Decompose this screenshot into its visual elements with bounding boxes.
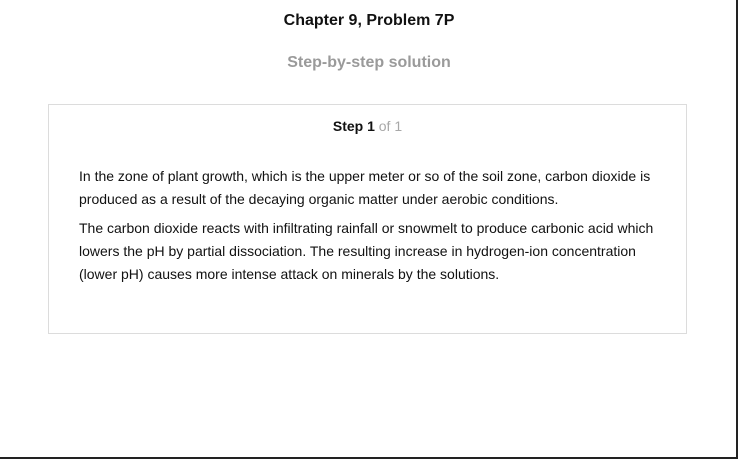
solution-subtitle: Step-by-step solution [287, 54, 451, 71]
step-header [49, 118, 686, 134]
step-count: of 1 [378, 118, 403, 134]
step-body [79, 165, 669, 292]
step-label: Step 1 [332, 118, 375, 134]
page-title: Chapter 9, Problem 7P [283, 12, 455, 29]
step-paragraph: In the zone of plant growth, which is the upper meter or so of the soil zone, carbon dioxide is produced as a result of the decaying organic matter under aerobic conditions. [79, 168, 651, 207]
step-card [48, 104, 687, 334]
step-paragraph: The carbon dioxide reacts with infiltrating rainfall or snowmelt to produce carbonic acid which lowers the pH by partial dissociation. The resulting increase in hydrogen-ion concentration (lower pH) causes more intense attack on minerals by the solutions. [79, 220, 654, 282]
